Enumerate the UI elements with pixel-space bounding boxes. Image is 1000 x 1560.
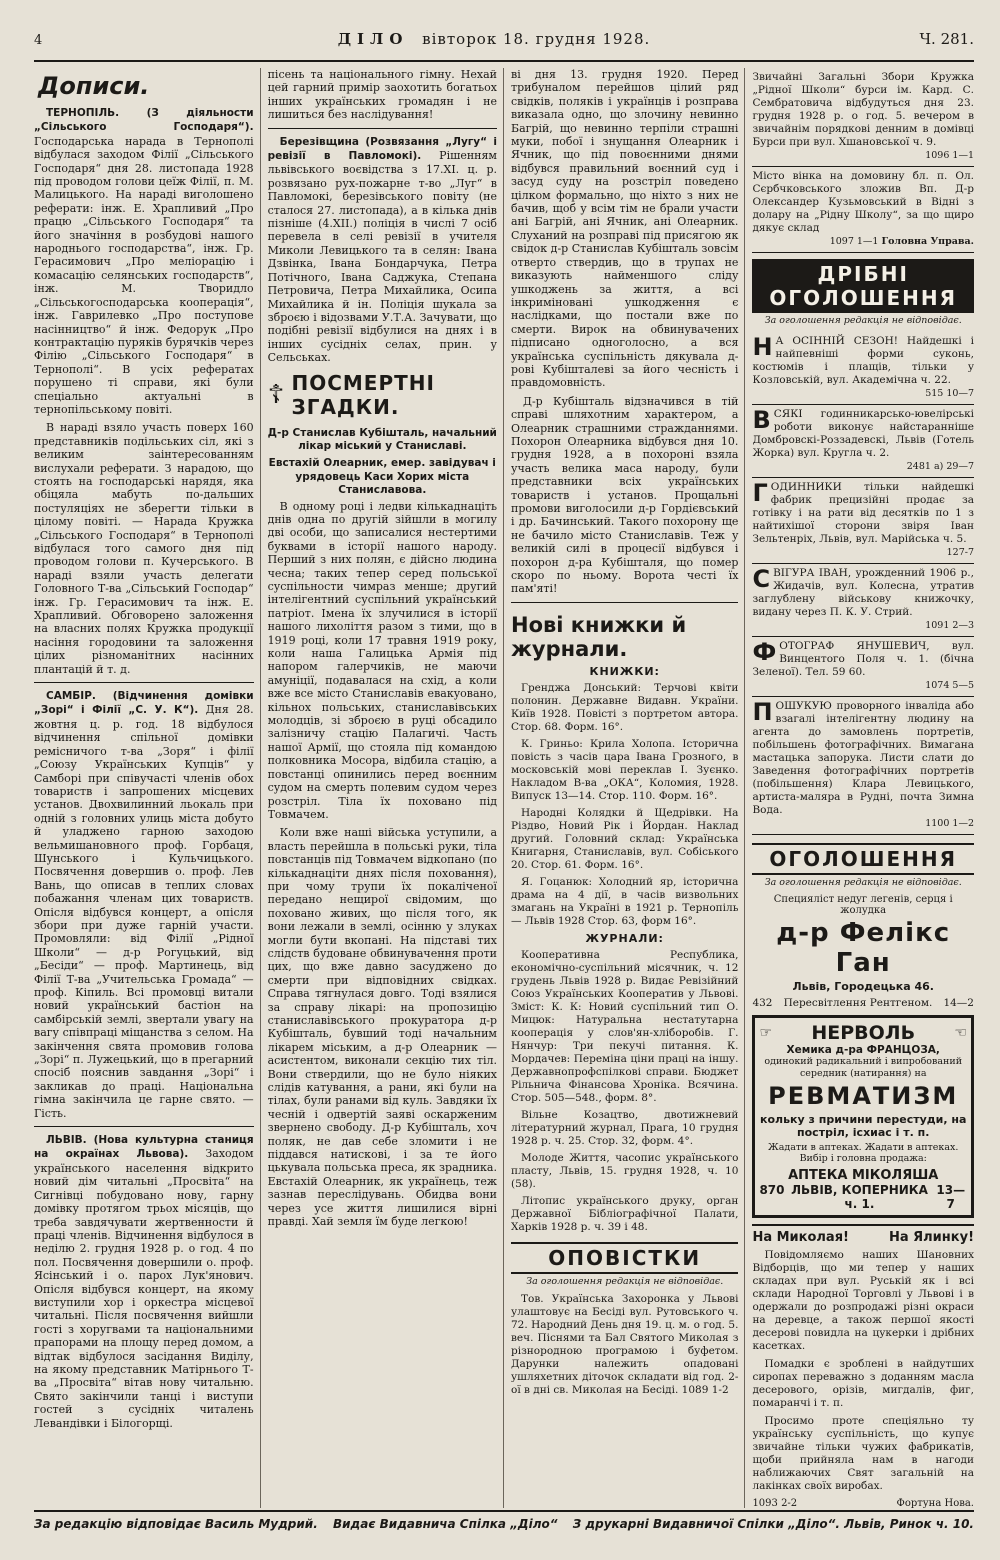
yalynka-title: На Ялинку! — [888, 1230, 974, 1245]
obituary-body: В одному році і ледви кількаднаціть днів одна по другій зійшли в могилу дві особи, що записалися нестертими буквами в історії нашого народу. Перший з них полян, є дійсно людина чесна; таких тепер серед польської суспільности чимраз менше; другий інтелігентний суспільний український патріот. Імена їх злучилися в історії нашого лихоліття разом з тими, що в 1919 році, коли 17 травня 1919 року, коли наша Галицька Армія під напором галерчиків, не маючи амуніції, подавалася на схід, а коли вже все місто Станиславів евакуовано, кільнох польських, станиславівських молодців, зі зброєю в руці обсадило залізничу стацію Палагичі. Часть нашої Армії, що стояла під командою полковника Мосора, відбила стацію, а повстанці опинились перед воєнним судом на смерть полевим судом через розстріл. Тіла їх поховано під Товмачем. — [267, 499, 497, 821]
obituary-body-cont: Коли вже наші війська уступили, а власть перейшла в польські руки, тіла повстанців під Товмачем відкопано (по кількаднаціти днях після поховання), при чому трупи їх покаліченої передано нещирої свідомим, що поховано живих, що після того, як вони лежали в землі, осінню у злуках могли бути вкопані. На підставі тих слідств будоване обвинувачення проти цих, що вже давно засуджено до смерти при відповідних свідках. Справа тягнулася довго. Тоді взялися за справу лікарі: на пропозицію станиславівського прокуратора д-р Кубішталь, бувший тоді начальним лікарем міським, а д-р Олеарник — асистентом, виконали секцію тих тіл. Вони ствердили, що не було ніяких слідів катування, а рани, які були на тілах, були ранами від куль. Завдяки їх чесній і одвертій заяві оскарженим звернено свободу. Д-р Кубішталь, хоч поляк, не дав себе зломити і не піддався натискові, і за те його цькувала польська преса, як зрадника. Евстахій Олеарник, як українець, теж зазнав переслідувань. Обидва вони через усе життя лишилися вірні правді. Хай земля їм буде легкою! — [267, 826, 497, 1229]
books-subheading: КНИЖКИ: — [589, 664, 660, 678]
obituary-title: ПОСМЕРТНІ ЗГАДКИ. — [291, 370, 435, 419]
notice-text: Місто вінка на домовину бл. п. Ол. Сєрбчковського зложив Вп. Д-р Олександер Кузьмовський в Відні з долару на „Рідну Школу“, за що щиро дякує склад — [752, 170, 974, 234]
advertiser-name: Фортуна Нова. — [896, 1498, 974, 1508]
nervol-desc: одинокий радикальний і випробований середник (натирання) на — [764, 1056, 963, 1079]
nervol-title: НЕРВОЛЬ — [811, 1022, 916, 1044]
pharmacy-address: ЛЬВІВ, КОПЕРНИКА ч. 1. — [791, 1183, 928, 1211]
article-body: Господарська нарада в Тернополі відбулася заходом Філії „Сільського Господаря“ дня 28. листопада 1928 під проводом голови цеїж Філії, п. М. Малицького. На нараді виголошено реферати: інж. Е. Храпливий „Про працю „Сільського Господаря“ та його значіння в розбудові нашого народнього господарства“, інж. Гр. Герасимович „Про меліорацію і комасацію селянських господарств“, інж. М. Творидло „Сільськогосподарська кооперація“, інж. Гаврилевко „Про поступове насінництво“ й інж. Федорук „Про контрактацію пуряків бурячків через Філію „Сільського Господаря“ в Тернополі“. В усіх рефератах порушено ті справи, які були спеціально актуальні в тернопільському повіті. — [34, 134, 254, 416]
ad-code: 127-7 — [946, 547, 974, 558]
page-footer — [34, 1510, 974, 1531]
small-ads-disclaimer: За оголошення редакція не відповідає. — [764, 315, 962, 326]
masthead — [34, 30, 974, 62]
ad-code: 1096 1—1 — [925, 150, 974, 161]
ad-number: 870 — [759, 1183, 785, 1197]
notices-disclaimer: За оголошення редакція не відповідає. — [526, 1275, 724, 1287]
masthead-center — [338, 30, 651, 48]
small-ad — [752, 478, 974, 564]
book-entry: Народні Колядки й Щедрівки. На Різдво, Новий Рік і Йордан. Наклад другий. Головний склад: Українська Книгарня, Станиславів, вул. Собіського 20. Стор. 61. Форм. 16°. — [511, 806, 739, 871]
drop-cap: П — [752, 698, 773, 726]
pharmacy-name: АПТЕКА МІКОЛЯША — [788, 1168, 939, 1183]
small-ad — [752, 697, 974, 835]
small-ad — [752, 332, 974, 405]
christmas-ad-heading — [752, 1224, 974, 1245]
christmas-ad-body — [752, 1249, 974, 1493]
doctor-xray-line — [752, 997, 974, 1009]
nervol-ad — [752, 1015, 974, 1218]
journal-entry: Літопис українського друку, орган Державної Бібліографічної Палати, Харків 1928 р. ч. 39 і 48. — [511, 1194, 739, 1233]
pointing-hand-left-icon: ☜ — [954, 1025, 967, 1041]
small-ad — [752, 564, 974, 637]
article-lead: Березівщина (Розвязання „Лугу“ і ревізії в Павломокі). — [267, 135, 497, 163]
section-heading-dopysy: Дописи. — [38, 72, 150, 100]
obituary-continuation: ві дня 13. грудня 1920. Перед трибуналом перейшов цілий ряд свідків, поляків і українців і розправа виказала одно, що злочину невинно Багрій, що невинно терпіли страшні муки, побої і знущання Олеарник і Ячник, що під повоєнними днями відбувся правильний воєнний суд і засуд суду на розстріл поведено цілком формально, що ніхто з них не бачив, щоб у всім тім не брали участи ані Багрій, ані Ячник, ані Олеарник. Слуханий на розправі під присягою як свідок д-р Станислав Кубішталь зовсім отверто ствердив, що в трупах не виказують найменшого сліду ушкоджень за життя, а всі інкриміновані ушкодження є наслідками, що постали вже по смерти. Вирок на обвинувачених підписано одноголосно, а вся українська суспільність дякувала д-рові Кубішталеві за його чесність і правдомовність. — [511, 68, 739, 390]
small-ad — [752, 637, 974, 697]
article-lead: САМБІР. (Відчинення домівки „Зорі“ і Філії „С. У. К“). — [34, 690, 254, 717]
journal-entry: Вільне Козацтво, двотижневий літературний журнал, Прага, 10 грудня 1928 р. ч. 25. Стор. 32, форм. 4°. — [511, 1108, 739, 1147]
ad-code: 13—7 — [936, 1183, 966, 1211]
ad-code: 1093 2-2 — [752, 1498, 798, 1508]
book-entry: К. Гриньо: Крила Холопа. Історична повість з часів цара Івана Грозного, в московській мові переклав І. Зуєнко. Накладом В-ва „ОКА“, Коломия, 1928. Випуск 13—14. Стор. 110. Форм. 16°. — [511, 737, 739, 802]
small-ad-text: А ОСІННІЙ СЕЗОН! Найдешкі і найпевніші форми суконь, костюмів і плащів, тільки у Козловській, вул. Академічна ч. 22. — [752, 335, 974, 386]
small-ad-text: ОШУКУЮ проворного інваліда або взагалі інтелігентну людину на агента до замовлень портретів, побільшень фотографічних. Вимагана мастацька запорука. Листи слати до Заведення фотографічних портретів (побільшення) Клара Левицького, артиста-маляра в Рудні, почта Зимна Вода. — [752, 700, 974, 816]
article-berezivshchyna — [268, 135, 497, 365]
christmas-ad-paragraph: Помадки є зроблені в найдутших сиропах переважно з доданням масла десерового, орізів, мигдалів, фиг, помаранчі і т. п. — [752, 1358, 974, 1409]
article-ternopil — [34, 106, 254, 416]
doctor-address: Львів, Городецька 46. — [792, 980, 934, 993]
journals-subheading: ЖУРНАЛИ: — [585, 931, 664, 945]
pointing-hand-right-icon: ☞ — [759, 1025, 772, 1041]
ads-heading: ОГОЛОШЕННЯ — [752, 843, 974, 875]
column-1 — [34, 68, 261, 1508]
mykolai-title: На Миколая! — [752, 1230, 849, 1245]
small-ad-text: ОДИННИКИ тільки найдешкі фабрик прецизійні продає за готівку і на рати від десятків по 1 з найтихішої сторони звіря Іван Зельтенріх, Львів, вул. Марійська ч. 5. — [752, 481, 974, 545]
ad-code: 1100 1—2 — [925, 818, 974, 829]
column-4 — [752, 68, 974, 1508]
christmas-ad-paragraph: Повідомляємо наших Шановних Відборців, що ми тепер у наших складах при вул. Руській як і всі склади Народної Торговлі у Львові і в одержали до розпродажі різні окраси на деревце, а також першої якості десерові повидла на цукерки і дрібних касетках. — [752, 1249, 974, 1352]
christmas-ad-paragraph: Просимо проте спеціяльно ту українську суспільність, що купує звичайне тільки чужих фабрикатів, щоби прийняла нам в нагоди наближаючих Свят загальній на лакінках своїх виробах. — [752, 1415, 974, 1492]
newspaper-title: ДІЛО — [337, 30, 409, 48]
nervol-uses: кольку з причини перестуди, на постріл, ісхиас і т. п. — [760, 1113, 967, 1139]
ad-code: 14—2 — [943, 997, 974, 1009]
notice-misto — [752, 167, 974, 253]
drop-cap: В — [752, 406, 771, 434]
nervol-availability: Жадати в аптеках. Жадати в аптеках. Вибір і головна продажа: — [768, 1142, 959, 1164]
small-ads-heading: ДРІБНІ ОГОЛОШЕННЯ — [752, 259, 974, 313]
notice-zbory — [752, 68, 974, 167]
journal-entry: Кооперативна Республика, економічно-суспільний місячник, ч. 12 грудень Львів 1928 р. Видає Ревізійний Союз Українських Кооператив у Львові. Зміст: К. К: Новий суспільний тип О. Мицюк: Натуральна нестатутарна кооперація у слов'ян-хліборобів. Г. Нянчур: Три пекучі питання. К. Мордачев: Переміна ціни праці на іншу. Державнопрофспілкові справи. Бюджет Рільнича Фінансова Хроніка. Всячина. Стор. 505—548., форм. 8°. — [511, 948, 739, 1104]
ad-code: 1091 2—3 — [925, 620, 974, 631]
article-lviv — [34, 1133, 254, 1430]
ad-code: 2481 а) 29—7 — [906, 461, 974, 472]
column-2 — [268, 68, 504, 1508]
issue-date: вівторок 18. грудня 1928. — [422, 30, 651, 48]
article-ternopil-cont: В нараді взяло участь поверх 160 представників подільських сіл, які з великим заінтересованням вислухали реферати. З нарадою, що стоять на господарські нарядя, яка обіцяла мабуть по-дальших постуляціях не зберегти тільки в цілому повіті. — Нарада Кружка „Сільського Господаря“ в Тернополі відбулася того самого дня під проводом голови п. Кучерського. В нараді взяли участь делегати Головного Т-ва „Сільський Господар“ інж. Гр. Герасимович та інж. Е. Храпливий. Обговорено заложення на власних полях Кружка продукції насіння городовини та заложення цілих різноманітних насінних плантацій й т. д. — [34, 421, 254, 676]
divider — [34, 682, 254, 683]
ad-code: 515 10—7 — [925, 388, 974, 399]
nervol-title-row — [759, 1022, 967, 1044]
page-number: 4 — [34, 33, 43, 48]
orthodox-cross-icon: ☦ — [267, 379, 286, 410]
obituary-heading — [268, 371, 497, 419]
doctor-specialty: Специяліст недуг легенів, серця і жолудка — [773, 894, 953, 916]
small-ad-text: ОТОГРАФ ЯНУШЕВИЧ, вул. Винцентого Поля ч. 1. (бічна Зеленої). Тел. 59 60. — [752, 640, 974, 678]
article-sambir — [34, 689, 254, 1120]
obituary-name-olearnyk: Евстахій Олеарник, емер. завідувач і урядовець Каси Хорих міста Станиславова. — [268, 457, 496, 497]
book-entry: Я. Гоцанюк: Холодний яр, історична драма на 4 дії, в часів визвольних змагань на Україні в 1921 р. Тернопіль — Львів 1928 Стор. 63, форм 16°. — [511, 875, 739, 927]
xray-text: Пересвітлення Рентгеном. — [783, 997, 933, 1009]
columns — [34, 68, 974, 1508]
small-ad — [752, 405, 974, 478]
doctor-ad — [752, 894, 974, 1009]
drop-cap: Ф — [752, 638, 777, 666]
small-ad-text: СЯКІ годинникарсько-ювелірські роботи виконує найстаранніше Домбровскі-Роззадевскі, Львів (Готель Жорка) вул. Кругла ч. 2. — [752, 408, 974, 459]
notice-signature: Головна Управа. — [881, 236, 974, 247]
book-entry: Гренджа Донський: Терчові квіти полонин. Державне Видавн. України. Київ 1928. Повісті з портретом автора. Стор. 68. Форм. 16°. — [511, 681, 739, 733]
doctor-name: д-р Фелікс Ган — [776, 918, 951, 978]
ads-disclaimer: За оголошення редакція не відповідає. — [764, 877, 962, 888]
divider — [268, 128, 497, 129]
drop-cap: С — [752, 565, 771, 593]
column-3 — [511, 68, 745, 1508]
divider — [34, 1126, 254, 1127]
journal-entry: Молоде Життя, часопис українського пласту, Львів, 15. грудня 1928, ч. 10 (58). — [511, 1151, 739, 1190]
ad-code: 1074 5—5 — [925, 680, 974, 691]
issue-number: Ч. 281. — [919, 30, 974, 48]
divider — [511, 602, 738, 603]
article-body: Заходом українського населення відкрито новий дім читальні „Просвіта“ на Сигнівці побудовано нову, гарну домівку протягом трьох місяців, що треба завдячувати жертвенности й праці членів. Відчинення відбулося в неділю 2. грудня 1928 р. о год. 4 по пол. Посвячення довершили о. проф. Ясінський і о. парох Лук'янович. Опісля відбувся концерт, на якому виступили хор і оркестра місцевої читальні. Після посвячення вийшли гості з хоругвами та національними прапорами на площу перед домом, а відтак відбулося засідання Виділу, на якому представник Матірнього Т-ва „Просвіта“ вітав нову читальню. Свято закінчили танці і виступи гостей з сусідніх читалень Левандівки і Білогорщі. — [34, 1147, 254, 1430]
footer-publisher: Видає Видавнича Спілка „Діло“ — [333, 1517, 558, 1531]
article-lead: ТЕРНОПІЛЬ. (З діяльности „Сільського Господаря“). — [34, 107, 254, 134]
rheumatism-heading: РЕВМАТИЗМ — [768, 1082, 959, 1110]
notices-heading: ОПОВІСТКИ — [511, 1242, 738, 1274]
small-ad-text: ВІГУРА ІВАН, урожденний 1906 р., Жидачів, вул. Колесна, утратив заглублену військову книжочку, видану через П. К. У. Стрий. — [752, 567, 974, 618]
footer-printer: З друкарні Видавничої Спілки „Діло“. Львів, Ринок ч. 10. — [572, 1517, 974, 1531]
obituary-name-kubishtal: Д-р Станислав Кубішталь, начальний лікар міський у Станиславі. — [267, 426, 497, 452]
drop-cap: Г — [752, 479, 768, 507]
article-lead: ЛЬВІВ. (Нова культурна станиця на окраїнах Львова). — [34, 1134, 254, 1161]
article-continuation: пісень та національного гімну. Нехай цей гарний примір заохотить богатьох інших українських громадян і не лишиться без наслідування! — [267, 68, 497, 122]
notice-entry: Тов. Українська Захоронка у Львові улаштовує на Бесіді вул. Рутовського ч. 72. Народний День дня 19. ц. м. о год. 5. веч. Піснями та Бал Святого Миколая з різнородною програмою і буфетом. Дарунки належить опадовані ушляхетних діточок складати від год. 2-ої в дні св. Миколая на Бесіді. 1089 1-2 — [511, 1292, 739, 1396]
ad-code-number: 1097 1—1 — [829, 236, 879, 247]
books-heading: Нові книжки й журнали. — [511, 612, 687, 661]
notice-text: Звичайні Загальні Збори Кружка „Рідної Школи“ бурси ім. Кард. С. Сембратовича відбудуться дня 23. грудня 1928 р. о год. 5. вечером в звичайнім порядкові денним в домівці Бурси при вул. Хшановської ч. 9. — [752, 71, 974, 148]
drop-cap: Н — [752, 333, 773, 361]
ad-number: 432 — [752, 997, 773, 1009]
article-body: Рішенням львівського воєвідства з 17.XI. ц. р. розвязано рух-пожарне т-во „Луг“ в Павломокі, березівського повіту (не сталося 27. листопада), а в кілька днів пізніше (4.XII.) поліція в числі 7 осіб перевела в селі ревізії в учителя Миколи Левицького та в селян: Івана Дзвінка, Івана Бондарчука, Петра Потічного, Івана Саджука, Степана Петровича, Петра Михайлика, Осипа Михайлика й ін. Поліція шукала за зброєю і відозвами У.Т.А. Зачувати, що подібні ревізії відбулися на днях і в інших сусідніх селах, прин. у Сельськах. — [267, 149, 497, 365]
footer-editor: За редакцію відповідає Василь Мудрий. — [34, 1517, 318, 1531]
pharmacy-address-row — [759, 1183, 967, 1211]
christmas-ad-footer — [752, 1498, 974, 1508]
nervol-maker: Хемика д-ра ФРАНЦОЗА, — [786, 1044, 940, 1056]
article-body: Дня 28. жовтня ц. р. год. 18 відбулося відчинення спільної домівки ремісничого т-ва „Зоря“ і філії „Союзу Українських Купців“ у Самборі при співучасті членів обох товариств і запрошених місцевих установ. Двохвилинний льокаль при одній з головних улиць міста добуто й уладжено гарною заходою вельмишановного проф. Горбаця, Шунського і Кульчицького. Посвячення довершив о. проф. Лев Вань, що описав в теплих словах побажання членам цих товариств. Опісля відбувся концерт, а опісля збори при дуже гарній участи. Промовляли: від Філії „Рідної Школи“ — д-р Рогуцький, від „Бесіди“ — проф. Мартинець, від Філії Т-ва „Учительська Громада“ — проф. Кіпиль. Всі промовці витали новий український бастіон на самбірській землі, звертали увагу на вагу співпраці міщанства з селом. На закінчення свята промовив голова „Зорі“ п. Лужецький, що в прегарний спосіб пояснив завдання „Зорі“ і закликав до праці. Національна гімна закінчила це гарне свято. — Гість. — [34, 703, 254, 1120]
ad-code — [752, 235, 974, 248]
obituary-continuation-2: Д-р Кубішталь відзначився в тій справі шляхотним характером, а Олеарник страшними стражданнями. Похорон Олеарника відбувся дня 10. грудня 1928, а в похороні взяла участь велика маса народу, були представники всіх українських товариств і установ. Прощальні промови виголосили д-р Гордієвський і др. Бачинський. Такого похорону ще не бачило місто Станиславів. Теж у великій силі в процесії відбувся і похорон д-ра Кубішталя, що помер скоро по ньому. Ворота честі їх пам'яті! — [511, 394, 739, 596]
